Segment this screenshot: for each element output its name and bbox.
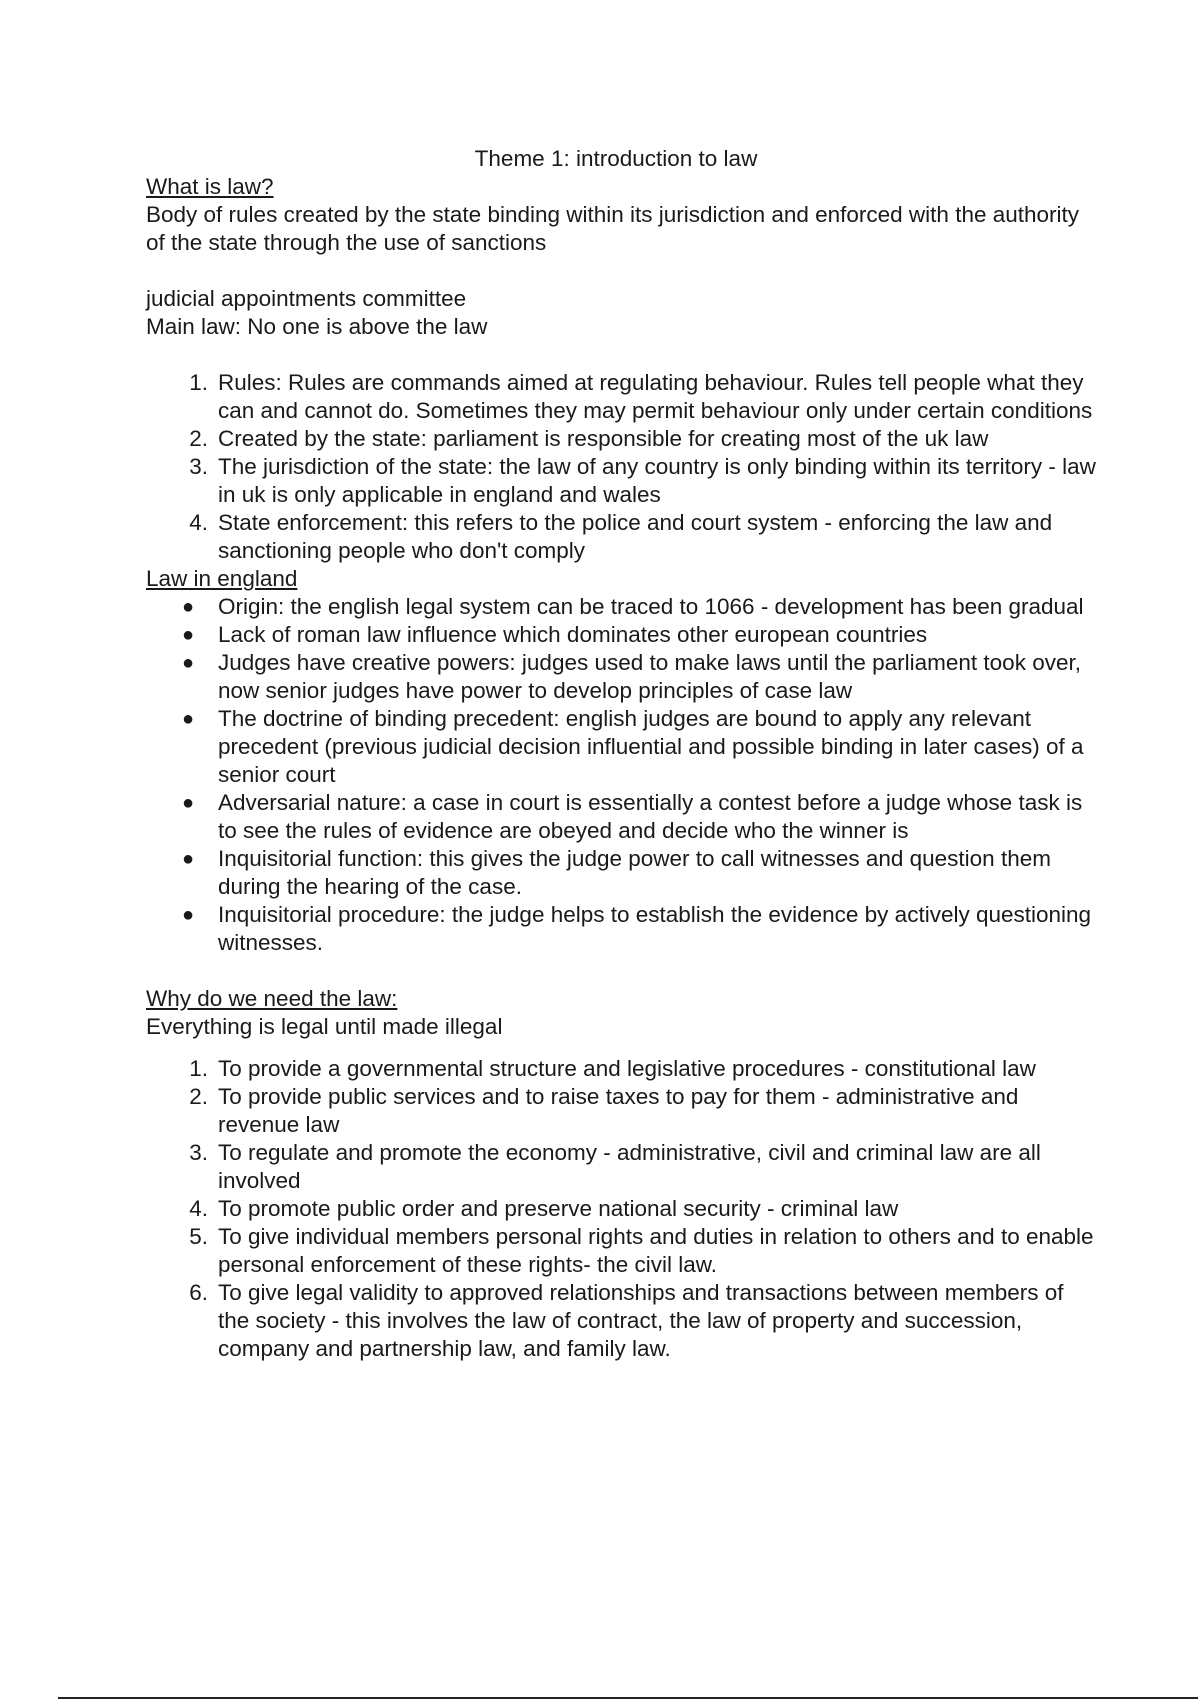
bullet-icon: ● [182, 652, 195, 674]
list-item: 4. State enforcement: this refers to the police and court system - enforcing the law and sanctioning people who don't comply [146, 509, 1096, 565]
list-item: 1. To provide a governmental structure and legislative procedures - constitutional law [146, 1055, 1096, 1083]
bullet-icon: ● [182, 848, 195, 870]
list-item: ● Judges have creative powers: judges used to make laws until the parliament took over, now senior judges have power to develop principles of case law [182, 650, 1081, 703]
list-item: ● Inquisitorial procedure: the judge helps to establish the evidence by actively questioning witnesses. [182, 902, 1092, 955]
list-item: 3. To regulate and promote the economy - administrative, civil and criminal law are all involved [146, 1139, 1096, 1195]
list-item: 4. To promote public order and preserve national security - criminal law [146, 1195, 1096, 1223]
why-need-law-list [146, 1055, 1096, 1363]
list-number: 6. [189, 1280, 208, 1305]
bullet-icon: ● [182, 624, 195, 646]
list-item: ● Origin: the english legal system can be traced to 1066 - development has been gradual [182, 594, 1084, 619]
list-item: 1. Rules: Rules are commands aimed at regulating behaviour. Rules tell people what they can and cannot do. Sometimes they may permit behaviour only under certain conditions [146, 369, 1096, 425]
bullet-icon: ● [182, 792, 195, 814]
list-item: ● Inquisitorial function: this gives the judge power to call witnesses and question them during the hearing of the case. [182, 846, 1051, 899]
list-number: 2. [189, 426, 208, 451]
list-item: 3. The jurisdiction of the state: the law of any country is only binding within its territory - law in uk is only applicable in england and wales [146, 453, 1096, 509]
list-item: ● Adversarial nature: a case in court is essentially a contest before a judge whose task is to see the rules of evidence are obeyed and decide who the winner is [182, 790, 1083, 843]
list-number: 4. [189, 510, 208, 535]
note-line: Main law: No one is above the law [146, 314, 488, 339]
list-number: 3. [189, 1140, 208, 1165]
what-is-law-heading: What is law? [146, 174, 274, 199]
document-page [146, 145, 1096, 1363]
list-number: 5. [189, 1224, 208, 1249]
list-item: 2. Created by the state: parliament is responsible for creating most of the uk law [146, 425, 1096, 453]
law-in-england-heading: Law in england [146, 566, 298, 591]
list-number: 1. [189, 1056, 208, 1081]
why-need-law-subline: Everything is legal until made illegal [146, 1014, 503, 1039]
list-item: 6. To give legal validity to approved relationships and transactions between members of the society - this involves the law of contract, the law of property and succession, company and partnership law, and family law. [146, 1279, 1096, 1363]
law-definition: Body of rules created by the state binding within its jurisdiction and enforced with the authority of the state through the use of sanctions [146, 202, 1080, 255]
why-need-law-heading: Why do we need the law: [146, 986, 398, 1011]
bullet-icon: ● [182, 904, 195, 926]
law-components-list [146, 369, 1096, 565]
page-title: Theme 1: introduction to law [474, 146, 758, 171]
list-item: ● Lack of roman law influence which dominates other european countries [182, 622, 928, 647]
list-number: 4. [189, 1196, 208, 1221]
list-item: 5. To give individual members personal rights and duties in relation to others and to enable personal enforcement of these rights- the civil law. [146, 1223, 1096, 1279]
law-in-england-list [146, 593, 1096, 957]
note-line: judicial appointments committee [146, 286, 467, 311]
bottom-rule [58, 1697, 1198, 1699]
list-number: 3. [189, 454, 208, 479]
list-item: 2. To provide public services and to raise taxes to pay for them - administrative and revenue law [146, 1083, 1096, 1139]
list-number: 1. [189, 370, 208, 395]
bullet-icon: ● [182, 708, 195, 730]
bullet-icon: ● [182, 596, 195, 618]
list-item: ● The doctrine of binding precedent: english judges are bound to apply any relevant precedent (previous judicial decision influential and possible binding in later cases) of a senior court [182, 706, 1084, 787]
list-number: 2. [189, 1084, 208, 1109]
